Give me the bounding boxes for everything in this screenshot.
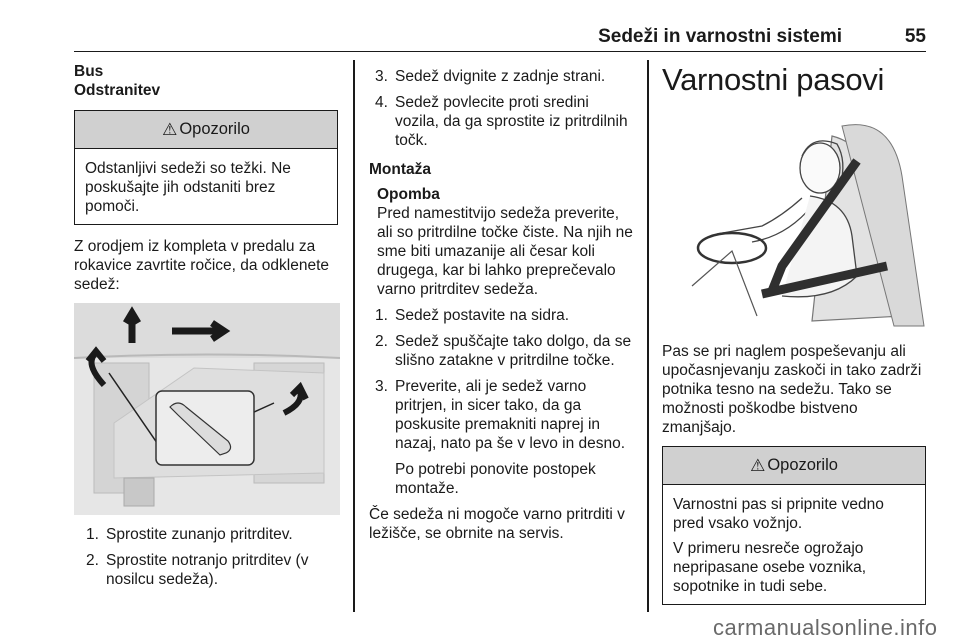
install-steps xyxy=(369,306,635,453)
warning-text-1: Varnostni pas si pripnite vedno pred vsako vožnjo. xyxy=(673,496,884,532)
warning-text-2: V primeru nesreče ogrožajo nepripasane osebe voznika, sopotnike in tudi sebe. xyxy=(673,540,867,595)
list-item: 1. Sedež postavite na sidra. xyxy=(375,307,570,324)
column-divider xyxy=(647,60,649,612)
remove-steps-continued xyxy=(369,67,635,150)
heading-bus: Bus xyxy=(74,63,104,80)
seatbelt-drawing xyxy=(662,116,926,328)
warning-title: Opozorilo xyxy=(767,456,838,474)
repeat-paragraph: Po potrebi ponovite postopek montaže. xyxy=(395,461,596,497)
list-item: 3. Sedež dvignite z zadnje strani. xyxy=(375,68,606,85)
seatbelt-illustration xyxy=(662,116,926,328)
column-right xyxy=(662,62,928,605)
warning-triangle-icon: ⚠ xyxy=(162,120,178,139)
column-left xyxy=(74,62,340,589)
chapter-title: Sedeži in varnostni sistemi xyxy=(598,26,842,47)
heading-remove: Odstranitev xyxy=(74,82,161,99)
list-item: 4. Sedež povlecite proti sredini vozila, da ga sprostite iz pritrdilnih točk. xyxy=(375,94,628,149)
heading-install: Montaža xyxy=(369,161,431,178)
note-text: Pred namestitvijo sedeža preverite, ali so pritrdilne točke čiste. Na njih ne sme biti umazanije ali česar koli drugega, kar bi lahko preprečevalo varno pritrditev sedeža. xyxy=(377,205,633,298)
list-item: 1. Sprostite zunanjo pritrditev. xyxy=(86,526,293,543)
seatbelt-paragraph: Pas se pri naglem pospeševanju ali upočasnjevanju zaskoči in tako zadrži potnika tesno na sedežu. Tako se možnosti poškodbe bistveno zmanjšajo. xyxy=(662,343,922,436)
page-header xyxy=(74,24,926,52)
warning-title: Opozorilo xyxy=(179,120,250,138)
seat-mount-illustration xyxy=(74,303,340,515)
warning-box xyxy=(74,110,338,225)
warning-triangle-icon: ⚠ xyxy=(750,456,766,475)
service-paragraph: Če sedeža ni mogoče varno pritrditi v ležišče, se obrnite na servis. xyxy=(369,506,625,542)
list-item: 2. Sedež spuščajte tako dolgo, da se slišno zatakne v pritrdilne točke. xyxy=(375,333,632,369)
note-title: Opomba xyxy=(377,186,440,203)
section-heading: Varnostni pasovi xyxy=(662,62,885,97)
note-block xyxy=(369,185,635,299)
warning-body xyxy=(663,485,925,604)
warning-header xyxy=(663,447,925,485)
warning-header xyxy=(75,111,337,149)
list-item: 2. Sprostite notranjo pritrditev (v nosilcu sedeža). xyxy=(86,552,309,588)
column-middle xyxy=(369,62,635,543)
list-item: 3. Preverite, ali je sedež varno pritrjen, in sicer tako, da ga poskusite premakniti naprej in nazaj, nato pa še v levo in desno. xyxy=(375,378,626,452)
intro-paragraph: Z orodjem iz kompleta v predalu za rokavice zavrtite ročice, da odklenete sedež: xyxy=(74,238,330,293)
warning-body xyxy=(75,149,337,224)
seat-mount-drawing xyxy=(74,303,340,515)
remove-steps xyxy=(74,525,340,589)
watermark: carmanualsonline.info xyxy=(713,615,938,640)
warning-text: Odstanljivi sedeži so težki. Ne poskušajte jih odstaniti brez pomoči. xyxy=(85,160,291,215)
column-divider xyxy=(353,60,355,612)
page-number: 55 xyxy=(904,26,926,47)
warning-box xyxy=(662,446,926,605)
